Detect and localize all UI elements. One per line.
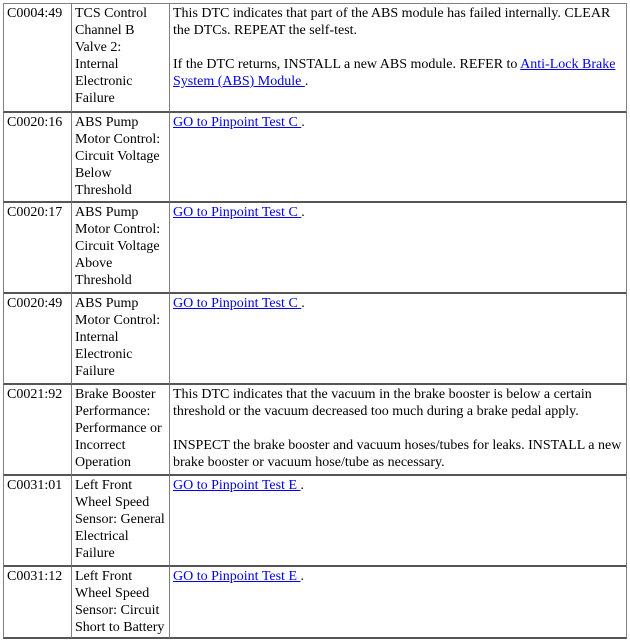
table-row [3,294,627,385]
dtc-description: Left Front Wheel Speed Sensor: Circuit Short to Battery [72,567,170,639]
dtc-action [170,203,627,294]
abs-module-link[interactable]: Anti-Lock Brake System (ABS) Module [173,57,616,89]
table-row [3,3,627,113]
dtc-action [170,3,627,113]
table-row [3,385,627,476]
dtc-description: TCS Control Channel B Valve 2: Internal Electronic Failure [72,3,170,113]
table-row [3,203,627,294]
pinpoint-test-link[interactable]: GO to Pinpoint Test E [173,478,301,493]
dtc-table [3,3,627,639]
action-text: . [300,478,304,493]
action-text: This DTC indicates that part of the ABS module has failed internally. CLEAR the DTCs. REPEAT the self-test. [173,6,611,38]
dtc-action [170,294,627,385]
dtc-code: C0021:92 [3,385,72,476]
dtc-description: Left Front Wheel Speed Sensor: General Electrical Failure [72,476,170,567]
dtc-code: C0020:17 [3,203,72,294]
table-row [3,113,627,203]
pinpoint-test-link[interactable]: GO to Pinpoint Test C [173,205,302,220]
action-text: This DTC indicates that the vacuum in the brake booster is below a certain threshold or the vacuum decreased too much during a brake pedal apply. [173,387,592,419]
dtc-action [170,567,627,639]
action-text: . [301,205,305,220]
dtc-action [170,476,627,567]
dtc-description: ABS Pump Motor Control: Internal Electronic Failure [72,294,170,385]
table-row [3,476,627,567]
dtc-description: ABS Pump Motor Control: Circuit Voltage Above Threshold [72,203,170,294]
action-text: If the DTC returns, INSTALL a new ABS module. REFER to [173,57,521,72]
action-text: INSPECT the brake booster and vacuum hoses/tubes for leaks. INSTALL a new brake booster or vacuum hose/tube as necessary. [173,438,622,470]
dtc-code: C0004:49 [3,3,72,113]
action-text: . [304,74,309,89]
dtc-description: ABS Pump Motor Control: Circuit Voltage Below Threshold [72,113,170,203]
dtc-description: Brake Booster Performance: Performance or Incorrect Operation [72,385,170,476]
dtc-code: C0020:16 [3,113,72,203]
pinpoint-test-link[interactable]: GO to Pinpoint Test C [173,115,302,130]
dtc-code: C0031:12 [3,567,72,639]
dtc-action [170,385,627,476]
action-text: . [300,569,304,584]
table-row [3,567,627,639]
dtc-code: C0020:49 [3,294,72,385]
pinpoint-test-link[interactable]: GO to Pinpoint Test E [173,569,301,584]
dtc-code: C0031:01 [3,476,72,567]
pinpoint-test-link[interactable]: GO to Pinpoint Test C [173,296,302,311]
action-text: . [301,296,305,311]
action-text: . [301,115,305,130]
dtc-action [170,113,627,203]
